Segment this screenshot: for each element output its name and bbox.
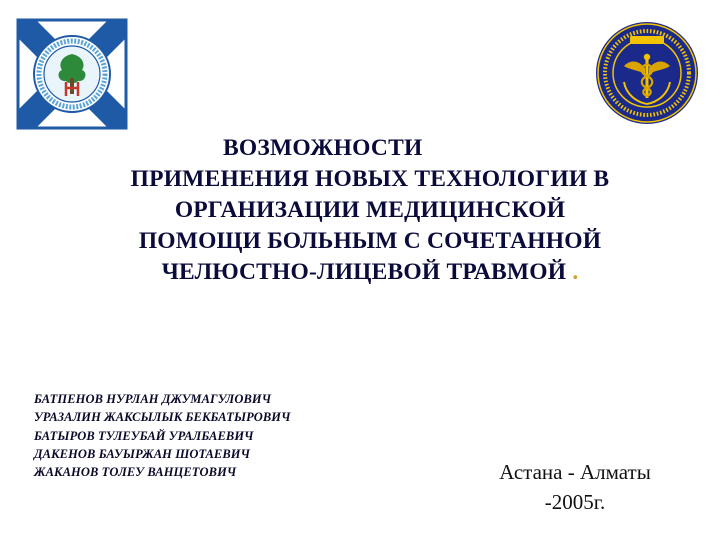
presentation-title — [40, 133, 700, 288]
title-line-4: ПОМОЩИ БОЛЬНЫМ С СОЧЕТАННОЙ — [138, 228, 602, 254]
author-name: ДАКЕНОВ БАУЫРЖАН ШОТАЕВИЧ — [34, 446, 251, 461]
author-name: БАТПЕНОВ НУРЛАН ДЖУМАГУЛОВИЧ — [34, 392, 272, 406]
title-dot: . — [572, 259, 579, 285]
medical-university-emblem-icon — [594, 20, 700, 126]
title-line-5 — [40, 257, 700, 288]
location-year: -2005г. — [544, 490, 606, 514]
institute-seal-icon — [16, 18, 128, 130]
title-line-1: ВОЗМОЖНОСТИ — [223, 135, 423, 161]
title-line-3: ОРГАНИЗАЦИИ МЕДИЦИНСКОЙ — [174, 197, 566, 223]
author-name: БАТЫРОВ ТУЛЕУБАЙ УРАЛБАЕВИЧ — [34, 428, 254, 443]
location-date — [470, 457, 680, 517]
authors-list — [34, 390, 394, 481]
location-cities: Астана - Алматы — [499, 460, 651, 484]
title-line-2: ПРИМЕНЕНИЯ НОВЫХ ТЕХНОЛОГИИ В — [130, 166, 610, 192]
author-name: УРАЗАЛИН ЖАКСЫЛЫК БЕКБАТЫРОВИЧ — [34, 410, 291, 425]
author-name: ЖАКАНОВ ТОЛЕУ ВАНЦЕТОВИЧ — [34, 465, 237, 480]
title-line-5-text: ЧЕЛЮСТНО-ЛИЦЕВОЙ ТРАВМОЙ — [161, 259, 567, 285]
